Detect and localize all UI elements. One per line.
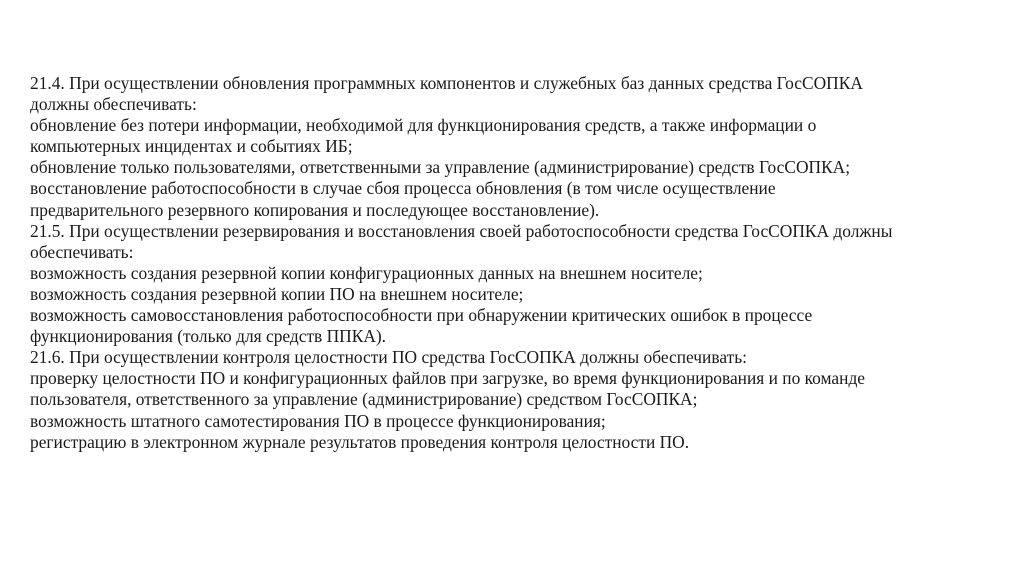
text-line: обеспечивать: — [30, 241, 134, 262]
text-line: 21.6. При осуществлении контроля целостности ПО средства ГосСОПКА должны обеспечивать: — [30, 347, 747, 368]
text-line: регистрацию в электронном журнале результатов проведения контроля целостности ПО. — [30, 431, 690, 452]
text-line: восстановление работоспособности в случае сбоя процесса обновления (в том числе осуществление — [30, 178, 776, 199]
text-line: 21.5. При осуществлении резервирования и восстановления своей работоспособности средства ГосСОПКА должны — [30, 220, 893, 241]
text-line: возможность создания резервной копии ПО на внешнем носителе; — [30, 283, 524, 304]
text-line: пользователя, ответственного за управление (администрирование) средством ГосСОПКА; — [30, 389, 698, 410]
text-line: возможность создания резервной копии конфигурационных данных на внешнем носителе; — [30, 262, 703, 283]
text-line: обновление только пользователями, ответственными за управление (администрирование) средств ГосСОПКА; — [30, 157, 851, 178]
text-line: должны обеспечивать: — [30, 94, 197, 115]
text-line: 21.4. При осуществлении обновления программных компонентов и служебных баз данных средства ГосСОПКА — [30, 73, 863, 93]
text-line: предварительного резервного копирования и последующее восстановление). — [30, 199, 600, 220]
text-line: функционирования (только для средств ППКА). — [30, 326, 387, 347]
requirements-text-block — [30, 73, 1005, 453]
text-line: компьютерных инцидентах и событиях ИБ; — [30, 136, 353, 157]
text-line: обновление без потери информации, необходимой для функционирования средств, а также информации о — [30, 115, 817, 136]
text-line: проверку целостности ПО и конфигурационных файлов при загрузке, во время функционирования и по команде — [30, 368, 866, 389]
text-line: возможность штатного самотестирования ПО в процессе функционирования; — [30, 410, 606, 431]
text-line: возможность самовосстановления работоспособности при обнаружении критических ошибок в процессе — [30, 305, 813, 326]
